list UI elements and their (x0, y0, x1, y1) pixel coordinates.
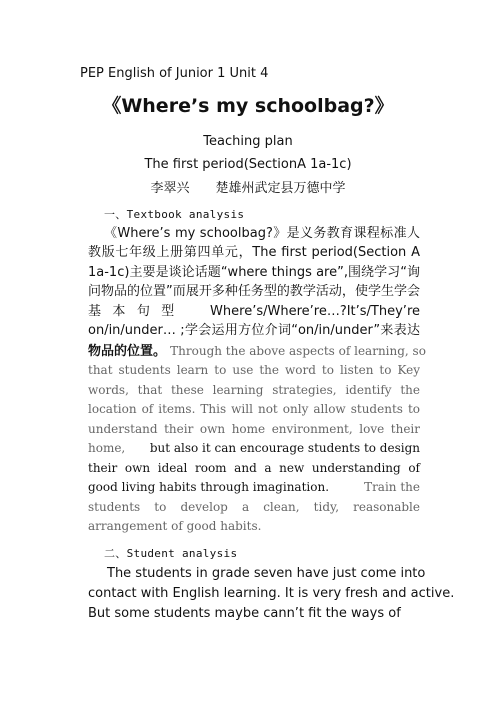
author-line: 李翠兴 楚雄州武定县万德中学 (150, 181, 346, 196)
course-line: PEP English of Junior 1 Unit 4 (80, 66, 269, 81)
paragraph-line: location of items. This will not only allow students to (88, 402, 420, 416)
paragraph-line (88, 343, 426, 360)
paragraph-line: contact with English learning. It is very fresh and active. (88, 586, 455, 601)
paragraph-line: But some students maybe cann’t fit the ways of (88, 606, 401, 621)
paragraph-text: Through the above aspects of learning, so (170, 344, 426, 358)
paragraph-line (88, 479, 420, 495)
paragraph-line: 基本句型 Where’s/Where’re…?It’s/They’re (88, 304, 420, 319)
doc-type: Teaching plan (203, 134, 293, 149)
paragraph-line: that students learn to use the word to listen to Key (88, 363, 420, 377)
paragraph-line: words, that these learning strategies, identify the (88, 383, 420, 397)
paragraph-line: The students in grade seven have just come into (107, 566, 426, 581)
paragraph-line: their own ideal room and a new understanding of (88, 461, 420, 475)
doc-title: 《Where’s my schoolbag?》 (102, 95, 394, 117)
section-heading-student: 二、Student analysis (104, 547, 238, 560)
paragraph-line: 教版七年级上册第四单元，The first period(Section A (88, 245, 420, 260)
paragraph-line: 《Where’s my schoolbag?》是义务教育课程标准人 (104, 226, 420, 241)
paragraph-line: understand their own home environment, love their (88, 422, 420, 436)
paragraph-text: but also it can encourage students to design (149, 441, 420, 455)
paragraph-line (88, 440, 420, 456)
paragraph-line: arrangement of good habits. (88, 519, 262, 533)
paragraph-text: good living habits through imagination. (88, 480, 330, 494)
paragraph-line: students to develop a clean, tidy, reasonable (88, 500, 420, 514)
paragraph-line: 1a-1c)主要是谈论话题“where things are”,围绕学习“询 (88, 265, 420, 280)
paragraph-line: 问物品的位置”而展开多种任务型的教学活动，使学生学会 (88, 284, 420, 299)
section-heading-textbook: 一、Textbook analysis (104, 208, 245, 221)
period-line: The first period(SectionA 1a-1c) (144, 157, 352, 172)
paragraph-line: on/in/under… ;学会运用方位介词“on/in/under”来表达 (88, 323, 420, 338)
paragraph-text: Train the (364, 480, 420, 494)
paragraph-text: home, (88, 441, 126, 455)
paragraph-text: 物品的位置。 (88, 344, 167, 359)
